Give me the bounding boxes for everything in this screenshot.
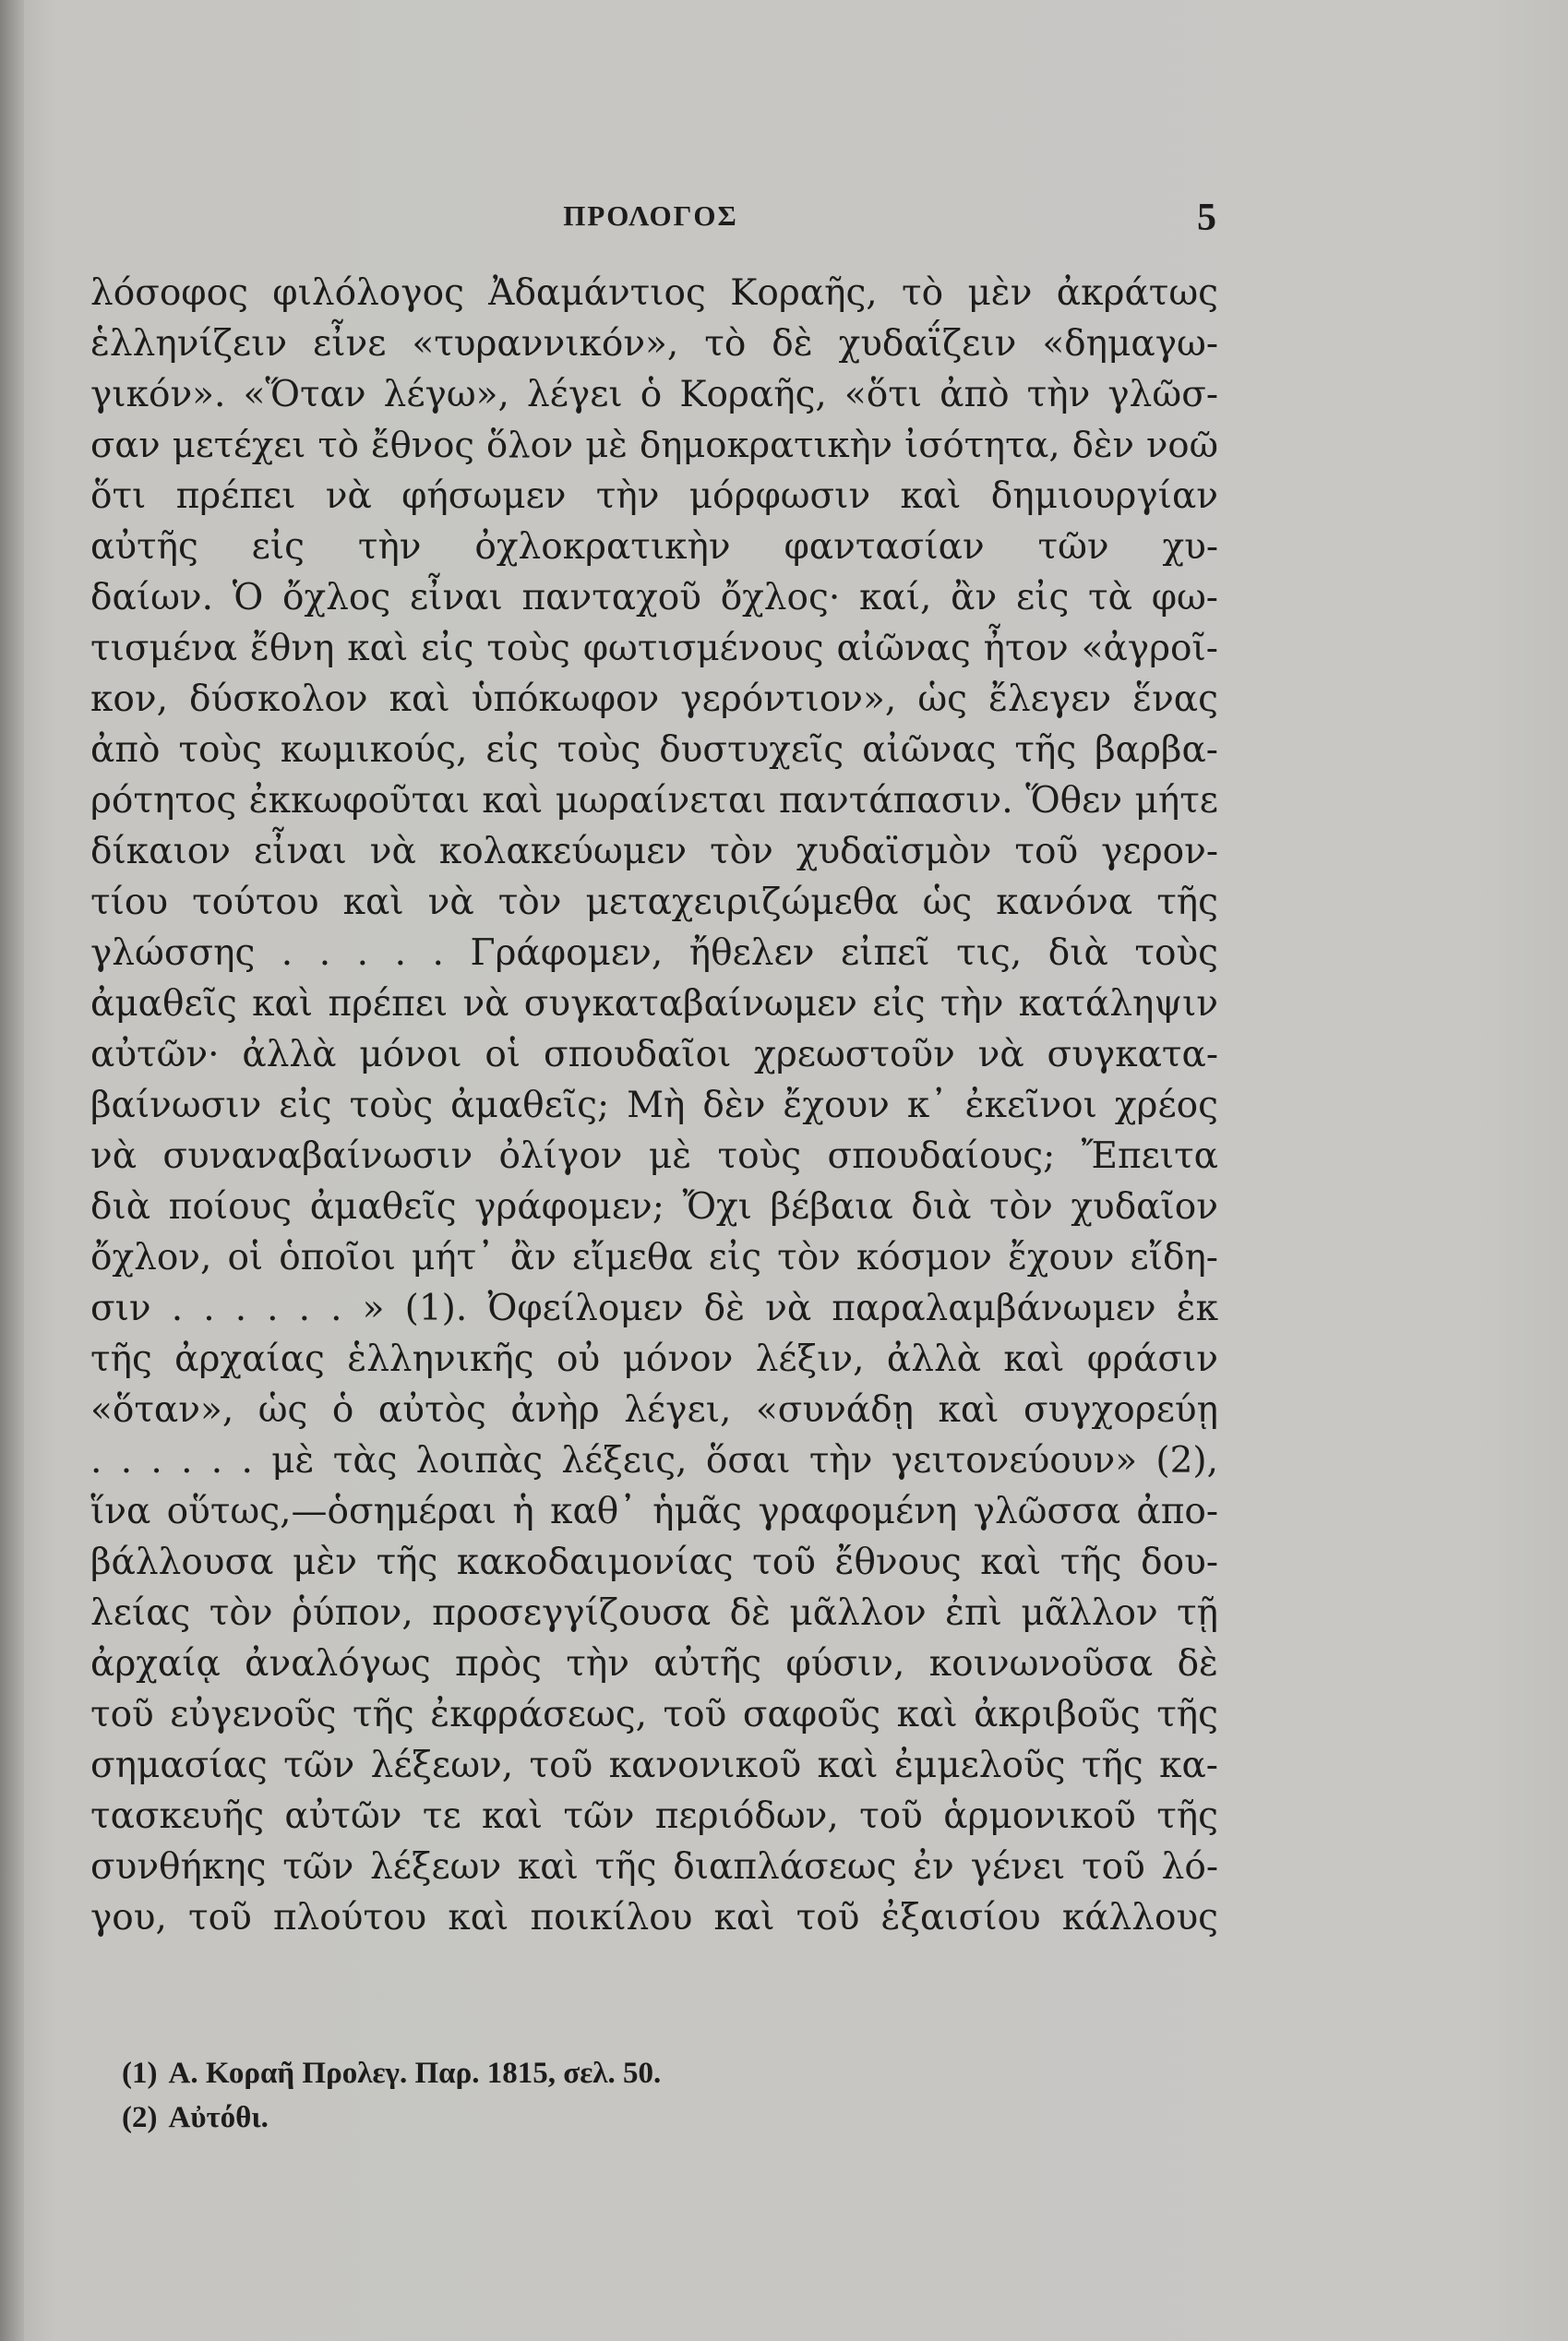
running-header <box>92 196 1216 242</box>
footnotes <box>122 2051 1137 2140</box>
text-line: σημασίας τῶν λέξεων, τοῦ κανονικοῦ καὶ ἐμμελοῦς τῆς κα- <box>90 1745 1218 1786</box>
text-line: «ὅταν», ὡς ὁ αὐτὸς ἀνὴρ λέγει, «συνάδῃ καὶ συγχορεύῃ <box>90 1389 1218 1431</box>
text-line: τοῦ εὐγενοῦς τῆς ἐκφράσεως, τοῦ σαφοῦς καὶ ἀκριβοῦς τῆς <box>90 1694 1218 1735</box>
text-line: ἀμαθεῖς καὶ πρέπει νὰ συγκαταβαίνωμεν εἰς τὴν κατάληψιν <box>90 983 1218 1025</box>
footnote-number: (1) <box>122 2057 158 2090</box>
footnote <box>122 2051 1137 2095</box>
footnote-text: Αὐτόθι. <box>168 2101 269 2134</box>
text-line: σιν . . . . . . » (1). Ὀφείλομεν δὲ νὰ παραλαμβάνωμεν ἐκ <box>90 1288 1218 1329</box>
text-line: συνθήκης τῶν λέξεων καὶ τῆς διαπλάσεως ἐν γένει τοῦ λό- <box>90 1846 1218 1888</box>
text-line: . . . . . . μὲ τὰς λοιπὰς λέξεις, ὅσαι τὴν γειτονεύουν» (2), <box>90 1440 1218 1482</box>
footnote-text: Α. Κοραῆ Προλεγ. Παρ. 1815, σελ. 50. <box>168 2057 662 2090</box>
text-line: αὐτῶν· ἀλλὰ μόνοι οἱ σπουδαῖοι χρεωστοῦν νὰ συγκατα- <box>90 1034 1218 1075</box>
running-title: ΠΡΟΛΟΓΟΣ <box>563 199 738 232</box>
text-line: γου, τοῦ πλούτου καὶ ποικίλου καὶ τοῦ ἐξαισίου κάλλους <box>90 1897 1218 1939</box>
text-line: ὅτι πρέπει νὰ φήσωμεν τὴν μόρφωσιν καὶ δημιουργίαν <box>90 475 1218 517</box>
text-line: λόσοφος φιλόλογος Ἀδαμάντιος Κοραῆς, τὸ μὲν ἀκράτως <box>90 272 1218 314</box>
text-line: ὄχλον, οἱ ὁποῖοι μήτ᾽ ἂν εἴμεθα εἰς τὸν κόσμον ἔχουν εἴδη- <box>90 1237 1218 1279</box>
text-line: βαίνωσιν εἰς τοὺς ἀμαθεῖς; Μὴ δὲν ἔχουν κ᾽ ἐκεῖνοι χρέος <box>90 1085 1218 1126</box>
text-line: βάλλουσα μὲν τῆς κακοδαιμονίας τοῦ ἔθνους καὶ τῆς δου- <box>90 1542 1218 1583</box>
text-line: κον, δύσκολον καὶ ὑπόκωφον γερόντιον», ὡς ἔλεγεν ἕνας <box>90 678 1218 720</box>
text-line: δαίων. Ὁ ὄχλος εἶναι πανταχοῦ ὄχλος· καί, ἂν εἰς τὰ φω- <box>90 577 1218 618</box>
text-line: αὐτῆς εἰς τὴν ὀχλοκρατικὴν φαντασίαν τῶν χυ- <box>90 526 1218 568</box>
text-line: ἀπὸ τοὺς κωμικούς, εἰς τοὺς δυστυχεῖς αἰῶνας τῆς βαρβα- <box>90 729 1218 771</box>
book-spine-shadow <box>0 0 24 2341</box>
text-line: νὰ συναναβαίνωσιν ὀλίγον μὲ τοὺς σπουδαίους; Ἔπειτα <box>90 1135 1218 1177</box>
footnote <box>122 2095 1137 2140</box>
text-line: ἀρχαίᾳ ἀναλόγως πρὸς τὴν αὐτῆς φύσιν, κοινωνοῦσα δὲ <box>90 1643 1218 1685</box>
page-number: 5 <box>1197 197 1216 239</box>
footnote-number: (2) <box>122 2101 158 2134</box>
text-line: τισμένα ἔθνη καὶ εἰς τοὺς φωτισμένους αἰῶνας ἦτον «ἀγροῖ- <box>90 628 1218 669</box>
body-text <box>90 268 1218 1943</box>
text-line: τῆς ἀρχαίας ἑλληνικῆς οὐ μόνον λέξιν, ἀλλὰ καὶ φράσιν <box>90 1339 1218 1380</box>
text-line: ἵνα οὕτως,—ὁσημέραι ἡ καθ᾽ ἡμᾶς γραφομένη γλῶσσα ἀπο- <box>90 1491 1218 1532</box>
text-line: διὰ ποίους ἀμαθεῖς γράφομεν; Ὄχι βέβαια διὰ τὸν χυδαῖον <box>90 1186 1218 1228</box>
text-line: ἑλληνίζειν εἶνε «τυραννικόν», τὸ δὲ χυδαΐζειν «δημαγω- <box>90 323 1218 365</box>
text-line: γικόν». «Ὅταν λέγω», λέγει ὁ Κοραῆς, «ὅτι ἀπὸ τὴν γλῶσ- <box>90 374 1218 415</box>
text-line: γλώσσης . . . . . Γράφομεν, ἤθελεν εἰπεῖ τις, διὰ τοὺς <box>90 932 1218 974</box>
text-line: λείας τὸν ῥύπον, προσεγγίζουσα δὲ μᾶλλον ἐπὶ μᾶλλον τῇ <box>90 1592 1218 1634</box>
text-line: τασκευῆς αὐτῶν τε καὶ τῶν περιόδων, τοῦ ἁρμονικοῦ τῆς <box>90 1795 1218 1837</box>
text-line: ρότητος ἐκκωφοῦται καὶ μωραίνεται παντάπασιν. Ὅθεν μήτε <box>90 780 1218 822</box>
text-line: σαν μετέχει τὸ ἔθνος ὅλον μὲ δημοκρατικὴν ἰσότητα, δὲν νοῶ <box>90 425 1218 466</box>
text-line: τίου τούτου καὶ νὰ τὸν μεταχειριζώμεθα ὡς κανόνα τῆς <box>90 882 1218 923</box>
text-line: δίκαιον εἶναι νὰ κολακεύωμεν τὸν χυδαϊσμὸν τοῦ γερον- <box>90 831 1218 872</box>
